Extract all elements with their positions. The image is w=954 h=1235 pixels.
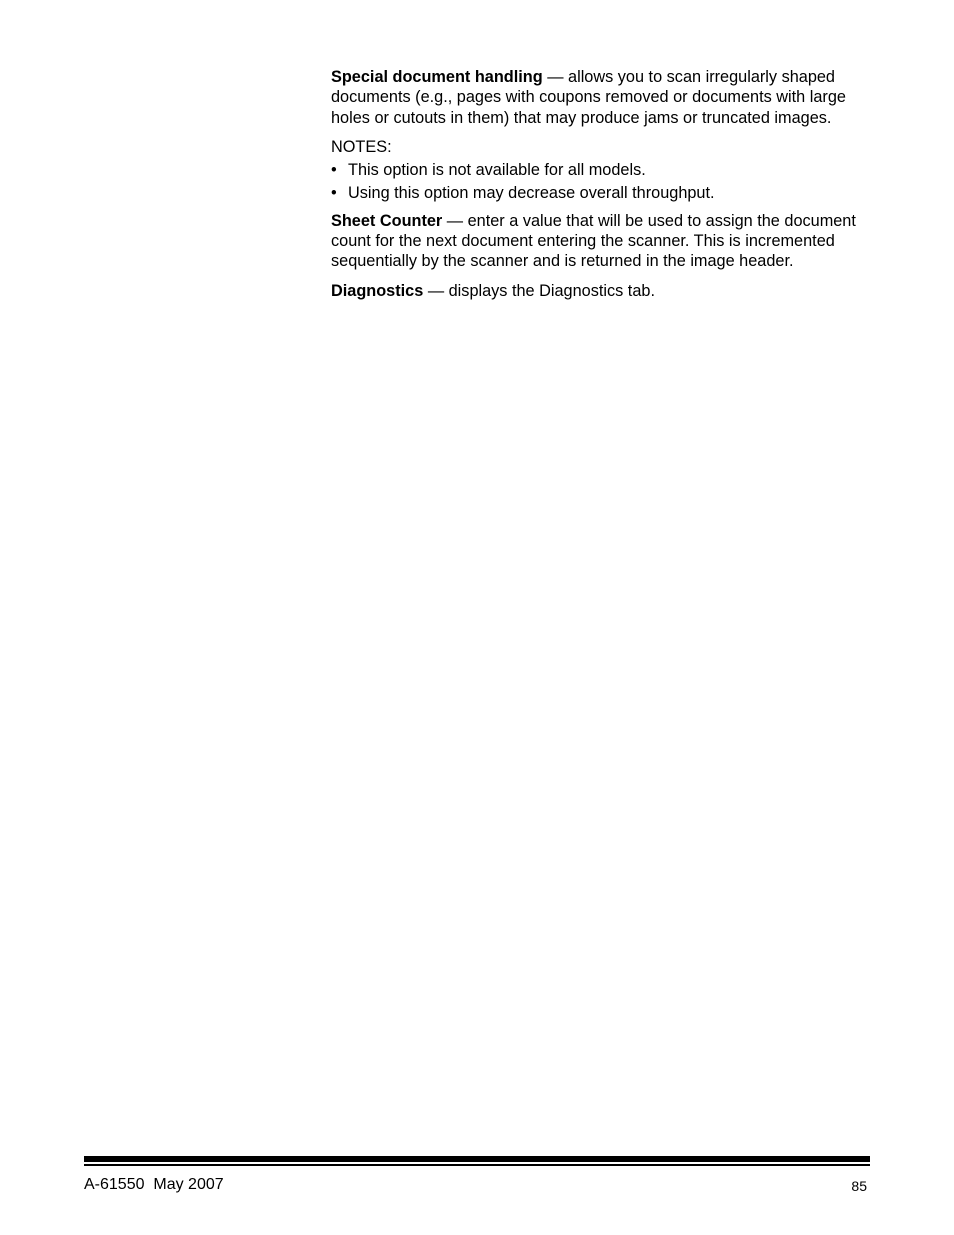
sheet-counter-description: — enter a value that will be used to assign the document count for the next document entering the scanner. This is incremented sequentially by the scanner and is returned in the image header. xyxy=(331,211,856,271)
special-document-handling-term: Special document handling xyxy=(331,68,543,86)
special-document-handling-description: — allows you to scan irregularly shaped documents (e.g., pages with coupons removed or documents with large holes or cutouts in them) that may produce jams or truncated images. xyxy=(331,68,846,127)
note-item xyxy=(331,183,871,203)
notes-label: NOTES: xyxy=(331,137,392,156)
sheet-counter-paragraph xyxy=(331,211,871,272)
footer-rule-thin xyxy=(84,1164,870,1166)
footer-page-number: 85 xyxy=(851,1178,867,1194)
bullet-icon: • xyxy=(331,161,337,180)
diagnostics-paragraph xyxy=(331,281,871,301)
footer-rule-thick xyxy=(84,1156,870,1162)
special-document-handling-paragraph xyxy=(331,67,871,128)
footer-document-reference: A-61550 May 2007 xyxy=(84,1176,224,1193)
note-item xyxy=(331,160,871,180)
note-text: Using this option may decrease overall throughput. xyxy=(348,184,715,203)
sheet-counter-term: Sheet Counter xyxy=(331,211,443,230)
diagnostics-term: Diagnostics xyxy=(331,281,424,300)
notes-block xyxy=(331,137,871,204)
diagnostics-description: — displays the Diagnostics tab. xyxy=(423,281,655,300)
bullet-icon: • xyxy=(331,184,337,203)
main-content xyxy=(331,67,871,310)
note-text: This option is not available for all models. xyxy=(348,161,646,180)
